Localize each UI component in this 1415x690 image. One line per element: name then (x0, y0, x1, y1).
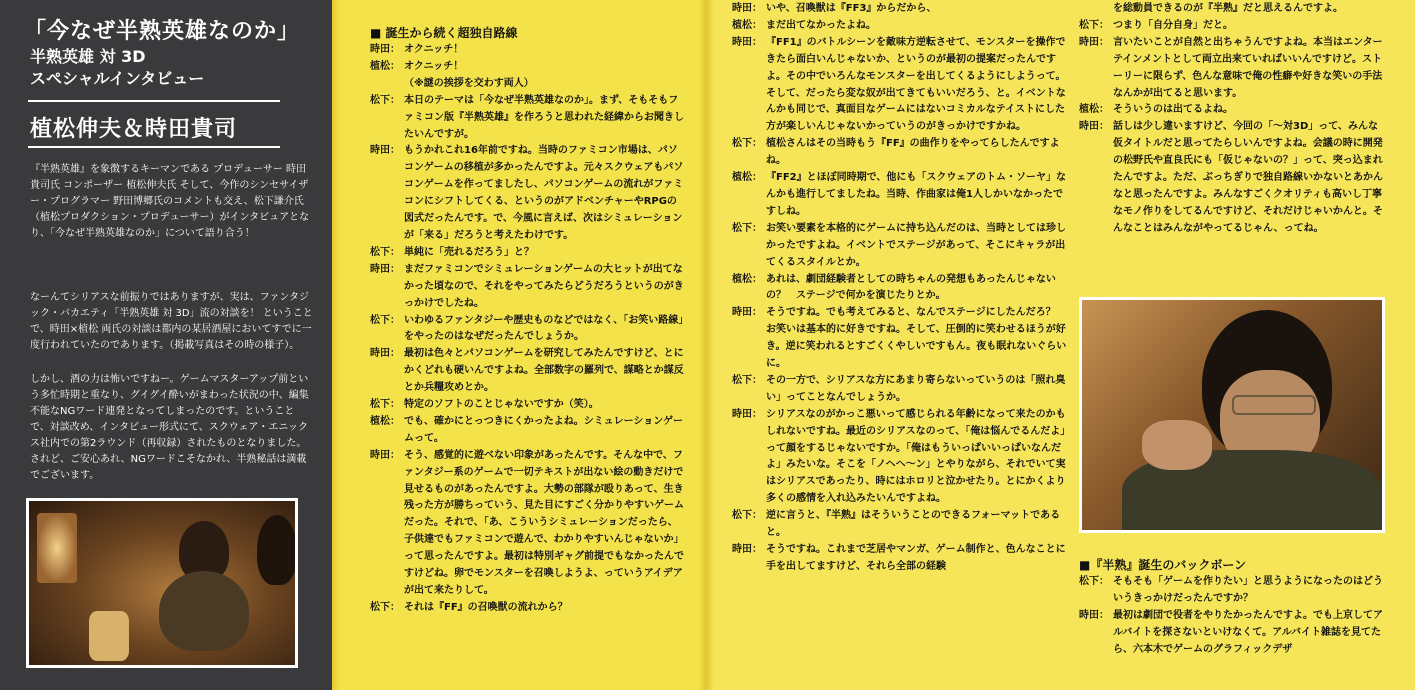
dialogue-text: 本日のテーマは「今なぜ半熟英雄なのか」。まず、そもそもファミコン版『半熟英雄』を作ろうと思われた経緯からお聞きしたいんですが。 (404, 94, 684, 140)
speaker-label: 松下： (370, 314, 400, 326)
dialogue-text: 『FF2』とほぼ同時期で、他にも「スクウェアのトム・ソーヤ」なんかも進行してましたね。当時、作曲家は俺1人しかいなかったですしね。 (766, 172, 1067, 217)
speaker-label: 植松： (732, 19, 762, 31)
dialogue-line (370, 245, 686, 262)
dialogue-text: もうかれこれ16年前ですね。当時のファミコン市場は、パソコンゲームの移植が多かったんですよ。元々スクウェアもパソコンゲームを作ってましたし、パソコンゲームの流れがファミコンにシフトしてくる、というのがアドベンチャーやRPGの図式だったんです。で、今風に言えば、次はシミュレーションが「来る」だろうと考えたわけです。 (404, 145, 684, 241)
divider-bottom (28, 146, 280, 148)
dialogue-text: 植松さんはその当時もう『FF』の曲作りをやってらしたんですよね。 (766, 138, 1060, 167)
intro-paragraph-2: なーんてシリアスな前振りではありますが、実は、ファンタジック・バカエティ「半熟英雄 対 3D」流の対談を！ ということで、時田×植松 両氏の対談は都内の某居酒屋においてすでに一度行われていたのであります。（掲載写真はその時の様子）。 (30, 292, 313, 351)
feature-subtitle (30, 46, 204, 90)
speaker-label: 時田： (1079, 121, 1109, 133)
speaker-label: 松下： (1079, 19, 1109, 31)
speaker-label: 植松： (732, 172, 762, 184)
dialogue-text: お笑い要素を本格的にゲームに持ち込んだのは、当時としては珍しかったですよね。イベントでステージがあって、そこにキャラが出てくるスタイルとか。 (766, 222, 1066, 268)
interview-page-left (340, 0, 707, 690)
dialogue-line (1079, 18, 1383, 35)
speaker-label: 植松： (1079, 104, 1109, 116)
dialogue-line (370, 59, 686, 76)
speaker-label: 松下： (732, 138, 762, 150)
speaker-label: 時田： (732, 307, 762, 319)
dialogue-text: いや、召喚獣は『FF3』からだから、 (766, 3, 937, 14)
section-heading: ■『半熟』誕生のバックボーン (1079, 558, 1247, 572)
dialogue-text: オクニッチ！ (404, 60, 464, 72)
speaker-label (370, 76, 404, 93)
dialogue-text: 最初は色々とパソコンゲームを研究してみたんですけど、とにかくどれも硬いんですよね。全部数字の羅列で、謀略とか謀反とか兵糧攻めとか。 (404, 348, 684, 394)
dialogue-text: 単純に「売れるだろう」と？ (404, 246, 534, 258)
intro-paragraph-3: しかし、酒の力は怖いですねー。ゲームマスターアップ前という多忙時期と重なり、グイグイ酔いがまわった状況の中、編集不能なNGワード連発となってしまったのです。ということで、対談改め、インタビュー形式にて、スクウェア・エニックス社内での第2ラウンド（再収録）されたものとなりました。されど、ご安心あれ、NGワードこそなかれ、半熟秘話は満載でございます。 (30, 374, 309, 481)
feature-title: 「今なぜ半熟英雄なのか」 (24, 19, 301, 44)
speaker-label: 植松： (370, 415, 400, 427)
dialogue-line (732, 407, 1072, 508)
dialogue-text: 最初は劇団で役者をやりたかったんですよ。でも上京してアルバイトを探さないといけなくて。アルバイト雑誌を見てたら、六本木でゲームのグラフィックデザ (1113, 609, 1383, 655)
dialogue-line (1079, 608, 1383, 659)
speaker-label: 時田： (1079, 36, 1109, 48)
interviewee-names: 植松伸夫＆時田貴司 (30, 117, 238, 142)
dialogue-line (370, 397, 686, 414)
speaker-label: 時田： (732, 544, 762, 555)
intro-paragraph-1: 『半熟英雄』を象徴するキーマンである プロデューサー 時田貴司氏 コンポーザー 植松伸夫氏 そして、今作のシンセサイザー・プログラマー 野田博郷氏のコメントも交え、松下謙介氏（植松プロダクション・プロデューサー）がインタビュアとなり、「今なぜ半熟英雄なのか」について語り合う！ (30, 164, 310, 239)
speaker-label: 時田： (1079, 609, 1109, 621)
dialogue-line (1079, 574, 1383, 608)
dialogue-line (732, 305, 1072, 373)
dialogue-text: まだ出てなかったよね。 (766, 19, 876, 31)
izakaya-photo (26, 498, 298, 668)
dialogue-line (370, 346, 686, 397)
dialogue-line (370, 93, 686, 144)
speaker-label: 松下： (370, 246, 400, 258)
dialogue-line (732, 373, 1072, 407)
dialogue-line (732, 136, 1072, 170)
dialogue-line (1079, 1, 1383, 18)
divider-top (28, 100, 280, 102)
speaker-label: 時田： (732, 408, 762, 420)
dialogue-line (370, 143, 686, 244)
dialogue-line (1079, 35, 1383, 103)
speaker-label: 時田： (370, 449, 400, 461)
person-silhouette (257, 515, 297, 585)
speaker-label: 時田： (370, 263, 400, 275)
speaker-label: 松下： (732, 222, 762, 234)
dialogue-text: でも、確かにとっつきにくかったよね。シミュレーションゲームって。 (404, 415, 683, 444)
speaker-label: 時田： (370, 145, 400, 157)
tokita-portrait-photo (1079, 297, 1385, 533)
page-spine (332, 0, 340, 690)
dialogue-line (732, 35, 1072, 136)
dialogue-line (370, 42, 686, 59)
dialogue-line (370, 448, 686, 600)
dialogue-line (370, 600, 686, 617)
speaker-label: 植松： (732, 273, 762, 285)
dialogue-text: まだファミコンでシミュレーションゲームの大ヒットが出てなかった頃なので、それをやってみたらどうだろうというのがきっかけでしたね。 (404, 263, 684, 309)
speaker-label: 時田： (370, 348, 400, 360)
book-gutter (700, 0, 714, 690)
dialogue-line (370, 414, 686, 448)
dialogue-line (732, 170, 1072, 221)
speaker-label: 時田： (732, 3, 762, 14)
dialogue-text: （※謎の挨拶を交わす両人） (404, 77, 534, 89)
dialogue-line (370, 313, 686, 347)
dialogue-text: その一方で、シリアスな方にあまり寄らないっていうのは「照れ臭い」ってことなんでしょうか。 (766, 374, 1066, 403)
interview-column-3 (1079, 1, 1383, 238)
dialogue-line (732, 1, 1072, 18)
speaker-label: 松下： (1079, 576, 1109, 587)
dialogue-text: そう、感覚的に遊べない印象があったんです。そんな中で、ファンタジー系のゲームで一切テキストが出ない絵の動きだけで見せるものがあったんですよ。大勢の部隊が殴りあって、生き残った方が勝ちっていう、見た目にすごく分かりやすいゲームだった。それで、「あ、こういうシミュレーションだったら、子供達でもファミコンで遊んで、わかりやすいんじゃないか」って思ったんですよ。最初は特別ギャグ前提でもなかったんですけどね。卵でモンスターを召喚しようよ、っていうアイデアが出て来たりして。 (404, 449, 684, 596)
hand-shape (1142, 420, 1212, 470)
interview-column-2 (732, 1, 1072, 576)
beer-glass (89, 611, 129, 661)
section-heading: ■ 誕生から続く超独自路線 (370, 26, 518, 40)
dialogue-line (370, 262, 686, 313)
dialogue-line (732, 542, 1072, 576)
dialogue-text: を総動員できるのが『半熟』だと思えるんですよ。 (1113, 3, 1343, 14)
dialogue-text: そうですね。でも考えてみると、なんでステージにしたんだろ？ お笑いは基本的に好きですね。そして、圧倒的に笑わせるほうが好き。逆に笑われるとすごくくやしいですもん。夜も眠れないぐらいに。 (766, 307, 1067, 370)
dialogue-text: 話しは少し違いますけど、今回の「〜対3D」って、みんな仮タイトルだと思ってたらしいんですよね。会議の時に開発の松野氏や直良氏にも「仮じゃないの？」って、突っ込まれたんですよ。ただ、ぶっちぎりで独自路線いかないとあかんなと思ったんですよ。みんなすごくクオリティも高いし丁寧なモノ作りをしてるんですけど、それだけじゃいかんと。そんなことはみんながやってるじゃん、ってね。 (1113, 121, 1383, 234)
dialogue-text: 逆に言うと、『半熟』はそういうことのできるフォーマットであると。 (766, 510, 1061, 539)
glasses-shape (1232, 395, 1316, 415)
dialogue-line (1079, 102, 1383, 119)
left-cover-panel (0, 0, 332, 690)
dialogue-text: いわゆるファンタジーや歴史ものなどではなく、「お笑い路線」をやったのはなぜだったんでしょうか。 (404, 314, 684, 343)
dialogue-text: 『FF1』のバトルシーンを敵味方逆転させて、モンスターを操作できたら面白いんじゃないか、というのが最初の提案だったんですよ。その中でいろんなモンスターを出してくるようにしようって。そして、だったら変な奴が出てきてもいいだろう、と。イベントなんかも同じで、真面目なゲームにはないコミカルなテイストにした方が楽しいんじゃないかっていうのがきっかけですかね。 (766, 36, 1066, 133)
interview-column-3-lower (1079, 556, 1383, 659)
dialogue-text: そういうのは出てるよね。 (1113, 104, 1233, 116)
speaker-label: 松下： (732, 374, 762, 386)
dialogue-text: シリアスなのがかっこ悪いって感じられる年齢になって来たのかもしれないですね。最近のシリアスなのって、「俺は悩んでるんだよ」って顔をするじゃないですか。「俺はもういっぱいいっぱいなんだよ」みたいな。そこを「ノヘヘ〜ン」とやりながら、それでいて実はシリアスであったり、時にはホロリと泣かせたり。とにかくより多くの感情を入れ込みたいんですよね。 (766, 408, 1071, 505)
dialogue-text: オクニッチ！ (404, 44, 464, 55)
speaker-label: 松下： (370, 399, 400, 411)
speaker-label: 松下： (370, 94, 400, 106)
interview-column-1 (370, 24, 686, 617)
lamp-shape (37, 513, 77, 583)
speaker-label: 松下： (370, 601, 400, 613)
dialogue-text: そうですね。これまで芝居やマンガ、ゲーム制作と、色んなことに手を出してますけど、それら全部の経験 (766, 544, 1066, 572)
speaker-label: 植松： (370, 60, 400, 72)
dialogue-text: 特定のソフトのことじゃないですか（笑）。 (404, 399, 599, 411)
dialogue-line (732, 272, 1072, 306)
speaker-label: 時田： (370, 44, 400, 55)
dialogue-text: それは『FF』の召喚獣の流れから？ (404, 601, 568, 613)
speaker-label: 松下： (732, 510, 762, 522)
dialogue-line (1079, 119, 1383, 237)
dialogue-line (732, 508, 1072, 542)
subtitle-line-1: 半熟英雄 対 3D (30, 47, 146, 66)
subtitle-line-2: スペシャルインタビュー (30, 69, 205, 88)
person-silhouette (159, 571, 249, 651)
speaker-label: 時田： (732, 36, 762, 48)
dialogue-line (370, 76, 686, 93)
dialogue-text: 言いたいことが自然と出ちゃうんですよね。本当はエンターテインメントとして両立出来ていればいいんですけど。ストーリーに限らず、色んな意味で俺の性癖や好きな笑いの手法なんかが出てると思います。 (1113, 36, 1383, 99)
dialogue-line (732, 18, 1072, 35)
dialogue-line (732, 221, 1072, 272)
dialogue-text: つまり「自分自身」だと。 (1113, 19, 1233, 31)
dialogue-text: そもそも「ゲームを作りたい」と思うようになったのはどういうきっかけだったんですか？ (1113, 576, 1383, 604)
speaker-label (1079, 1, 1113, 18)
dialogue-text: あれは、劇団経験者としての時ちゃんの発想もあったんじゃないの？ ステージで何かを演じたりとか。 (766, 273, 1056, 302)
